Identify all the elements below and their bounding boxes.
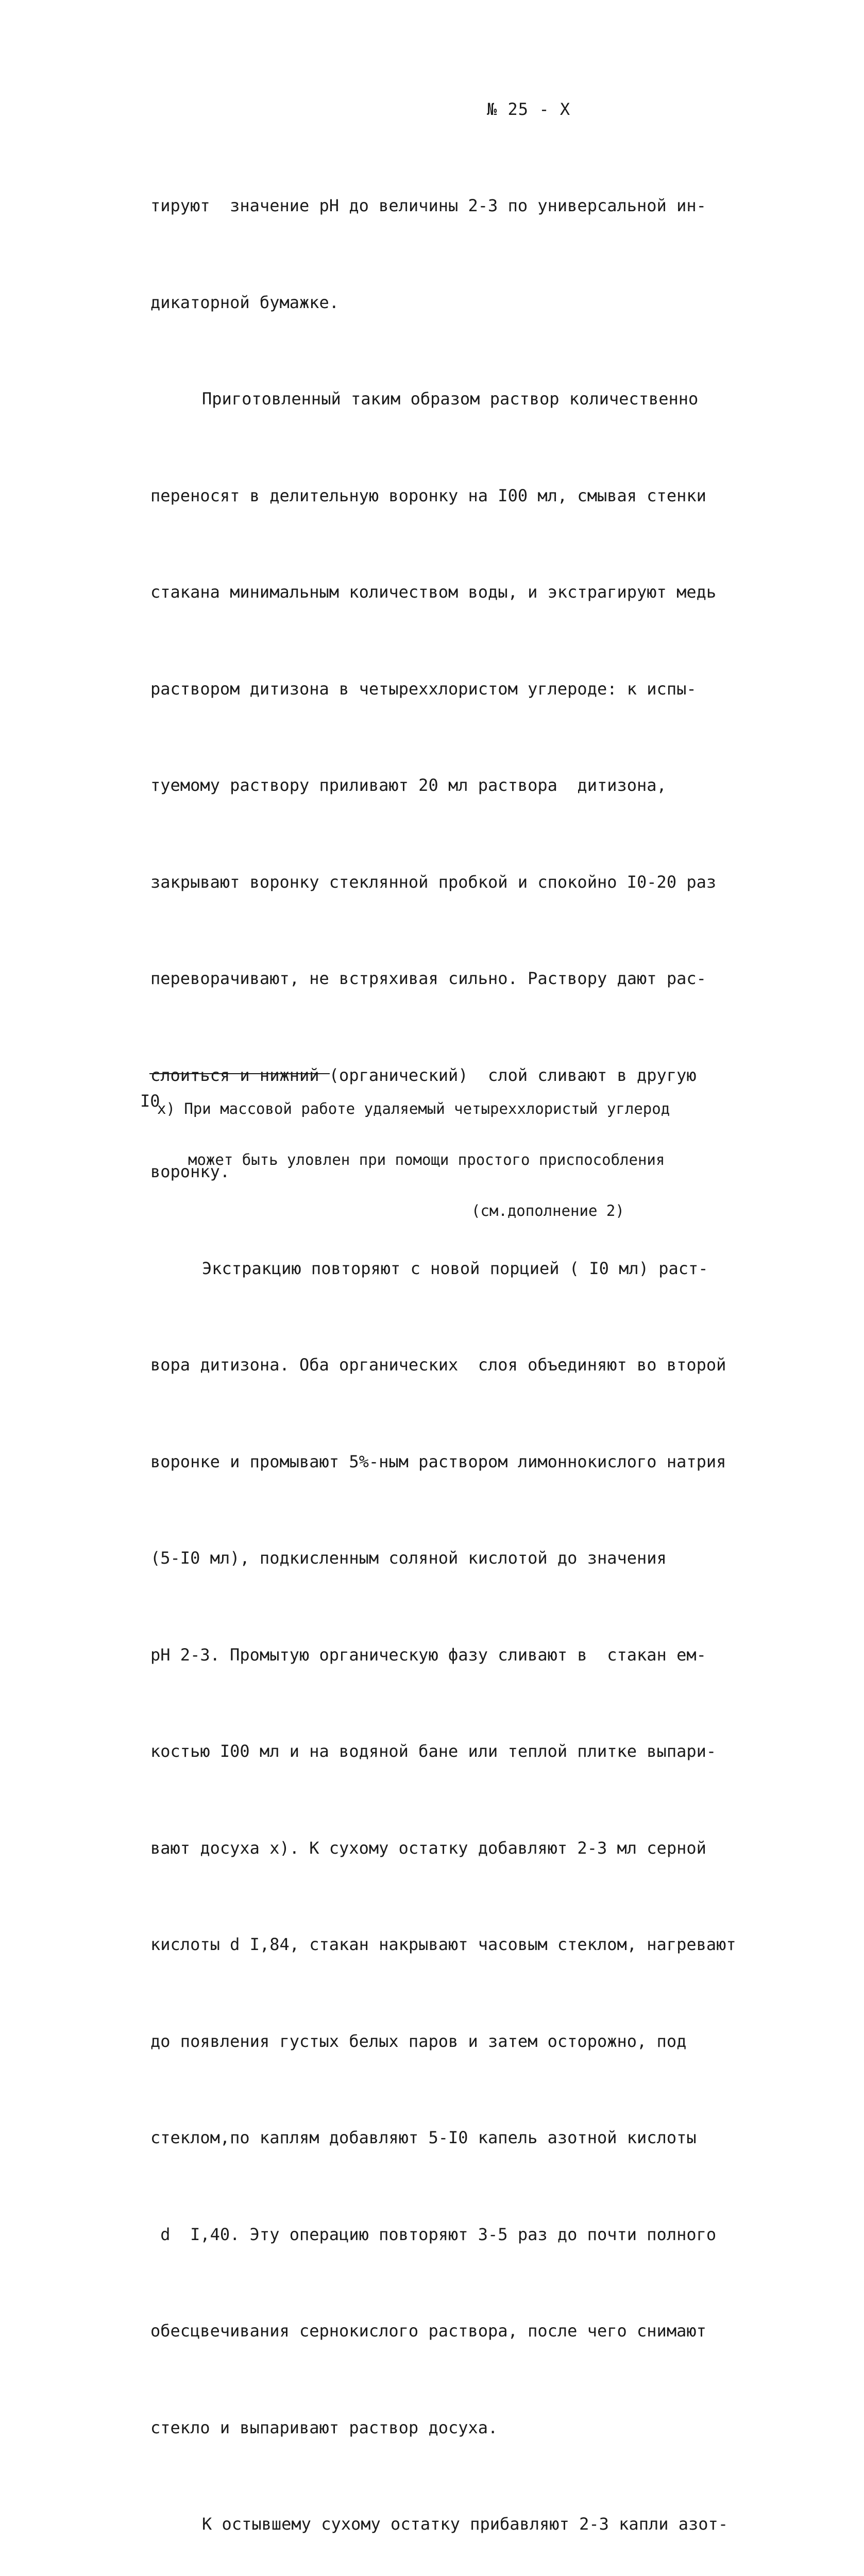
text-line: обесцвечивания сернокислого раствора, после чего снимают bbox=[150, 2321, 706, 2341]
text-line: переносят в делительную воронку на I00 мл, смывая стенки bbox=[150, 485, 706, 505]
text-line: стеклом,по каплям добавляют 5-I0 капель азотной кислоты bbox=[150, 2128, 697, 2147]
text-line: дикаторной бумажке. bbox=[150, 292, 340, 312]
text-line: до появления густых белых паров и затем осторожно, под bbox=[150, 2031, 687, 2051]
body-text bbox=[150, 125, 743, 2576]
paragraph-start: Экстракцию повторяют с новой порцией ( I0 мл) раст- bbox=[202, 1258, 708, 1278]
footnote-line: (см.дополнение 2) bbox=[471, 1202, 624, 1219]
text-line: вают досуха x). К сухому остатку добавляют 2-3 мл серной bbox=[150, 1838, 706, 1858]
text-line: слоиться и нижний (органический) слой сливают в другую bbox=[150, 1065, 697, 1085]
text-line: воронку. bbox=[150, 1162, 230, 1181]
text-line: d I,40. Эту операцию повторяют 3-5 раз до почти полного bbox=[150, 2224, 717, 2244]
document-number: № 25 - X bbox=[487, 99, 571, 119]
text-line: рН 2-3. Промытую органическую фазу сливают в стакан ем- bbox=[150, 1645, 706, 1665]
text-line: тируют значение рН до величины 2-3 по универсальной ин- bbox=[150, 196, 706, 215]
text-line: туемому раствору приливают 20 мл раствора дитизона, bbox=[150, 775, 667, 795]
page-number: I0 bbox=[140, 1091, 160, 1111]
text-line: стекло и выпаривают раствор досуха. bbox=[150, 2417, 498, 2437]
text-line: стакана минимальным количеством воды, и экстрагируют медь bbox=[150, 582, 717, 602]
text-line: (5-I0 мл), подкисленным соляной кислотой до значения bbox=[150, 1548, 667, 1568]
text-line: раствором дитизона в четыреххлористом углероде: к испы- bbox=[150, 679, 697, 699]
paragraph-start: Приготовленный таким образом раствор количественно bbox=[202, 389, 699, 409]
text-line: воронке и промывают 5%-ным раствором лимоннокислого натрия bbox=[150, 1451, 726, 1471]
text-line: кислоты d I,84, стакан накрывают часовым стеклом, нагревают bbox=[150, 1935, 736, 1954]
text-line: переворачивают, не встряхивая сильно. Раствору дают рас- bbox=[150, 969, 706, 988]
text-line: вора дитизона. Оба органических слоя объединяют во второй bbox=[150, 1355, 726, 1375]
paragraph-start: К остывшему сухому остатку прибавляют 2-3 капли азот- bbox=[202, 2514, 729, 2534]
footnote bbox=[157, 1066, 750, 1253]
footnote-line: x) При массовой работе удаляемый четыреххлористый углерод bbox=[157, 1100, 670, 1117]
text-line: костью I00 мл и на водяной бане или теплой плитке выпари- bbox=[150, 1741, 717, 1761]
text-line: закрывают воронку стеклянной пробкой и спокойно I0-20 раз bbox=[150, 872, 717, 892]
footnote-line: может быть уловлен при помощи простого приспособления bbox=[188, 1151, 665, 1168]
